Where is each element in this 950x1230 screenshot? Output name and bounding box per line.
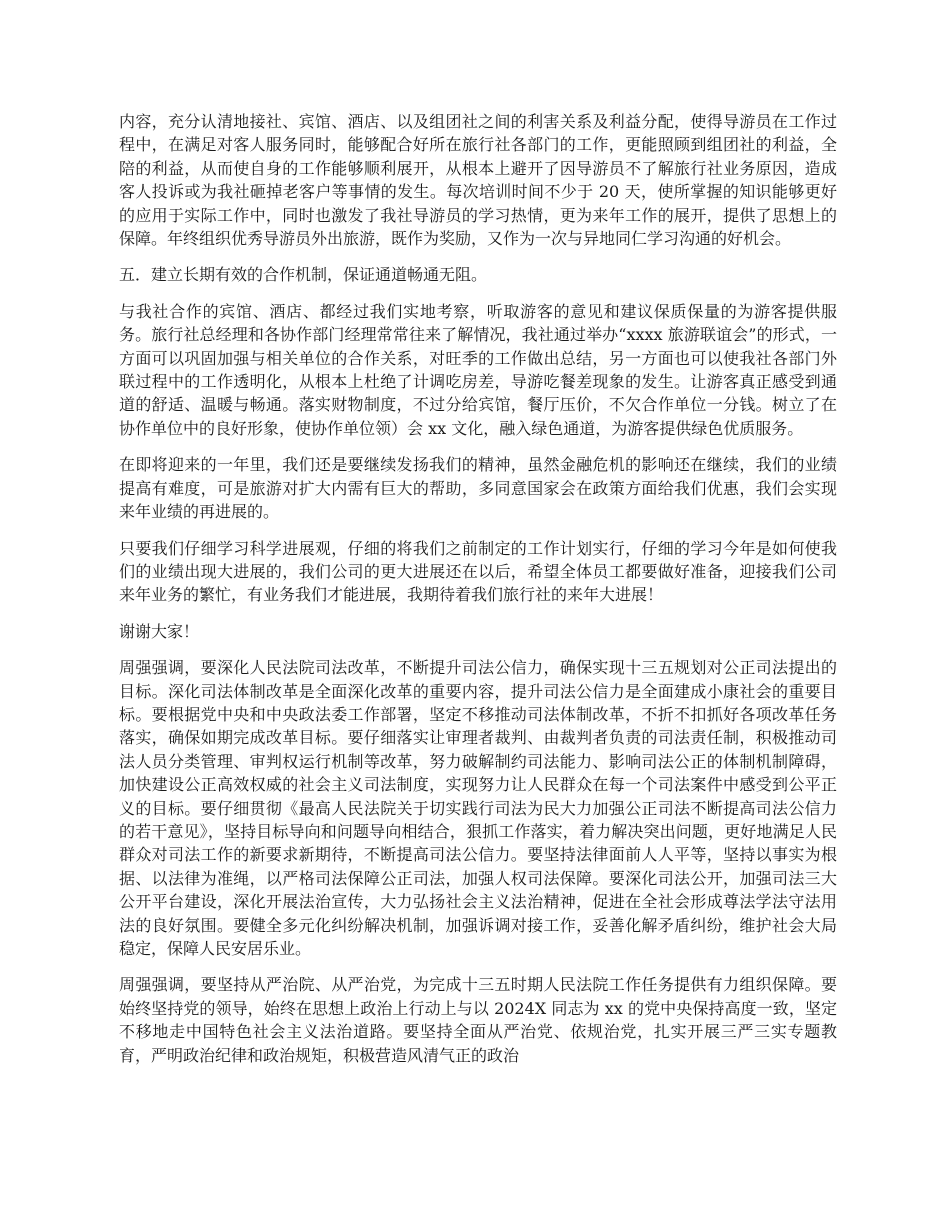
paragraph-guide-training: 内容，充分认清地接社、宾馆、酒店、以及组团社之间的利害关系及利益分配，使得导游员在工作过程中，在满足对客人服务同时，能够配合好所在旅行社各部门的工作，更能照顾到组团社的利益，全陪的利益，从而使自身的工作能够顺利展开，从根本上避开了因导游员不了解旅行社业务原因，造成客人投诉或为我社砸掉老客户等事情的发生。每次培训时间不少于 20 天，使所掌握的知识能够更好的应用于实际工作中，同时也激发了我社导游员的学习热情，更为来年工作的展开，提供了思想上的保障。年终组织优秀导游员外出旅游，既作为奖励，又作为一次与异地同仁学习沟通的好机会。 <box>119 112 837 249</box>
paragraph-cooperation-mechanism: 与我社合作的宾馆、酒店、都经过我们实地考察，听取游客的意见和建议保质保量的为游客提供服务。旅行社总经理和各协作部门经理常常往来了解情况，我社通过举办“xxxx 旅游联谊会”的形式，一方面可以巩固加强与相关单位的合作关系，对旺季的工作做出总结，另一方面也可以使我社各部门外联过程中的工作透明化，从根本上杜绝了计调吃房差，导游吃餐差现象的发生。让游客真正感受到通道的舒适、温暖与畅通。落实财物制度，不过分给宾馆，餐厅压价，不欠合作单位一分钱。树立了在协作单位中的良好形象，使协作单位领）会 xx 文化，融入绿色通道，为游客提供绿色优质服务。 <box>119 301 837 438</box>
paragraph-judicial-reform: 周强强调，要深化人民法院司法改革，不断提升司法公信力，确保实现十三五规划对公正司法提出的目标。深化司法体制改革是全面深化改革的重要内容，提升司法公信力是全面建成小康社会的重要目标。要根据党中央和中央政法委工作部署，坚定不移推动司法体制改革，不折不扣抓好各项改革任务落实，确保如期完成改革目标。要仔细落实让审理者裁判、由裁判者负责的司法责任制，积极推动司法人员分类管理、审判权运行机制等改革，努力破解制约司法能力、影响司法公正的体制机制障碍，加快建设公正高效权威的社会主义司法制度，实现努力让人民群众在每一个司法案件中感受到公平正义的目标。要仔细贯彻《最高人民法院关于切实践行司法为民大力加强公正司法不断提高司法公信力的若干意见》，坚持目标导向和问题导向相结合，狠抓工作落实，着力解决突出问题，更好地满足人民群众对司法工作的新要求新期待，不断提高司法公信力。要坚持法律面前人人平等，坚持以事实为根据、以法律为准绳，以严格司法保障公正司法，加强人权司法保障。要深化司法公开，加强司法三大公开平台建设，深化开展法治宣传，大力弘扬社会主义法治精神，促进在全社会形成尊法学法守法用法的良好氛围。要健全多元化纠纷解决机制，加强诉调对接工作，妥善化解矛盾纠纷，维护社会大局稳定，保障人民安居乐业。 <box>119 658 837 958</box>
paragraph-strict-governance: 周强强调，要坚持从严治院、从严治党，为完成十三五时期人民法院工作任务提供有力组织保障。要始终坚持党的领导，始终在思想上政治上行动上与以 2024X 同志为 xx 的党中央保持高度一致，坚定不移地走中国特色社会主义法治道路。要坚持全面从严治党、依规治党，扎实开展三严三实专题教育，严明政治纪律和政治规矩，积极营造风清气正的政治 <box>119 975 837 1065</box>
paragraph-thanks: 谢谢大家！ <box>119 621 200 641</box>
document-page <box>119 110 837 1080</box>
section-heading-cooperation: 五．建立长期有效的合作机制，保证通道畅通无阻。 <box>119 265 488 285</box>
paragraph-coming-year: 在即将迎来的一年里，我们还是要继续发扬我们的精神，虽然金融危机的影响还在继续，我们的业绩提高有难度，可是旅游对扩大内需有巨大的帮助，多同意国家会在政策方面给我们优惠，我们会实现来年业绩的再进展的。 <box>119 455 837 522</box>
paragraph-development-outlook: 只要我们仔细学习科学进展观，仔细的将我们之前制定的工作计划实行，仔细的学习今年是如何使我们的业绩出现大进展的，我们公司的更大进展还在以后，希望全体员工都要做好准备，迎接我们公司来年业务的繁忙，有业务我们才能进展，我期待着我们旅行社的来年大进展！ <box>119 538 837 605</box>
